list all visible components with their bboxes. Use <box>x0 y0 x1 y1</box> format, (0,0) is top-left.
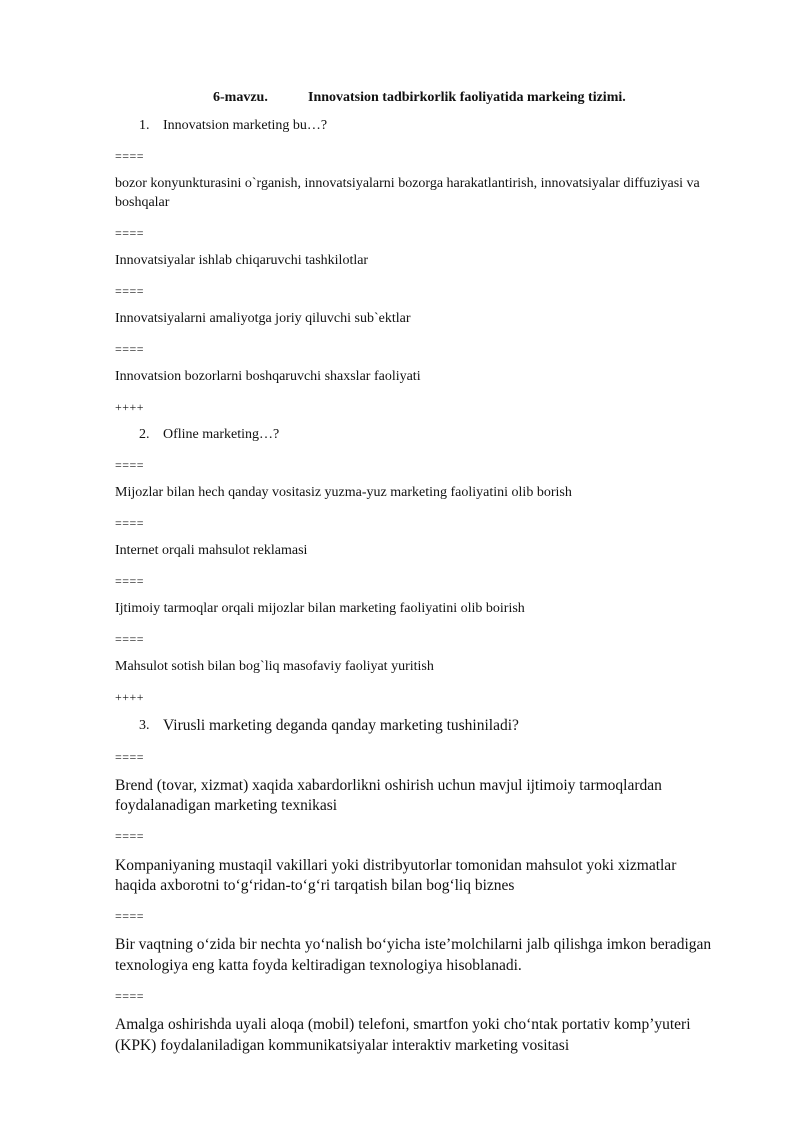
answer-separator: ==== <box>115 989 145 1003</box>
answer-line: Amalga oshirishda uyali aloqa (mobil) telefoni, smartfon yoki cho‘ntak portativ komp’yuteri <box>115 1016 691 1033</box>
question-number: 3. <box>139 718 150 733</box>
question-number: 1. <box>139 118 150 133</box>
answer-line: boshqalar <box>115 195 170 210</box>
answer-line: foydalanadigan marketing texnikasi <box>115 797 338 814</box>
answer-line: Innovatsion bozorlarni boshqaruvchi shaxslar faoliyati <box>115 369 421 384</box>
answer-line: Kompaniyaning mustaqil vakillari yoki distribyutorlar tomonidan mahsulot yoki xizmatlar <box>115 857 677 874</box>
question-text: Virusli marketing deganda qanday marketing tushiniladi? <box>163 717 519 734</box>
question-end-separator: ++++ <box>115 400 145 414</box>
answer-separator: ==== <box>115 829 145 843</box>
answer-separator: ==== <box>115 750 145 764</box>
question-number: 2. <box>139 427 150 442</box>
answer-separator: ==== <box>115 909 145 923</box>
question-text: Ofline marketing…? <box>163 427 280 442</box>
answer-line: Bir vaqtning o‘zida bir nechta yo‘nalish bo‘yicha iste’molchilarni jalb qilishga imkon beradigan <box>115 936 712 953</box>
answer-separator: ==== <box>115 342 145 356</box>
answer-line: Innovatsiyalar ishlab chiqaruvchi tashkilotlar <box>115 253 369 268</box>
answer-line: Brend (tovar, xizmat) xaqida xabardorlikni oshirish uchun mavjul ijtimoiy tarmoqlardan <box>115 777 662 794</box>
answer-separator: ==== <box>115 632 145 646</box>
answer-separator: ==== <box>115 226 145 240</box>
question-text: Innovatsion marketing bu…? <box>163 118 328 133</box>
answer-separator: ==== <box>115 516 145 530</box>
answer-line: (KPK) foydalaniladigan kommunikatsiyalar interaktiv marketing vositasi <box>115 1037 570 1054</box>
answer-separator: ==== <box>115 149 145 163</box>
answer-separator: ==== <box>115 284 145 298</box>
answer-line: texnologiya eng katta foyda keltiradigan texnologiya hisoblanadi. <box>115 957 522 974</box>
topic-number: 6-mavzu. <box>213 90 268 105</box>
answer-line: haqida axborotni to‘g‘ridan-to‘g‘ri tarqatish bilan bog‘liq biznes <box>115 877 515 894</box>
question-end-separator: ++++ <box>115 690 145 704</box>
answer-line: Internet orqali mahsulot reklamasi <box>115 543 308 558</box>
answer-line: bozor konyunkturasini o`rganish, innovatsiyalarni bozorga harakatlantirish, innovatsiyalar diffuziyasi va <box>115 176 700 191</box>
answer-separator: ==== <box>115 458 145 472</box>
answer-line: Ijtimoiy tarmoqlar orqali mijozlar bilan marketing faoliyatini olib boirish <box>115 601 525 616</box>
answer-line: Mijozlar bilan hech qanday vositasiz yuzma-yuz marketing faoliyatini olib borish <box>115 485 572 500</box>
answer-line: Innovatsiyalarni amaliyotga joriy qiluvchi sub`ektlar <box>115 311 411 326</box>
topic-title: Innovatsion tadbirkorlik faoliyatida markeing tizimi. <box>308 90 626 105</box>
answer-line: Mahsulot sotish bilan bog`liq masofaviy faoliyat yuritish <box>115 659 434 674</box>
answer-separator: ==== <box>115 574 145 588</box>
